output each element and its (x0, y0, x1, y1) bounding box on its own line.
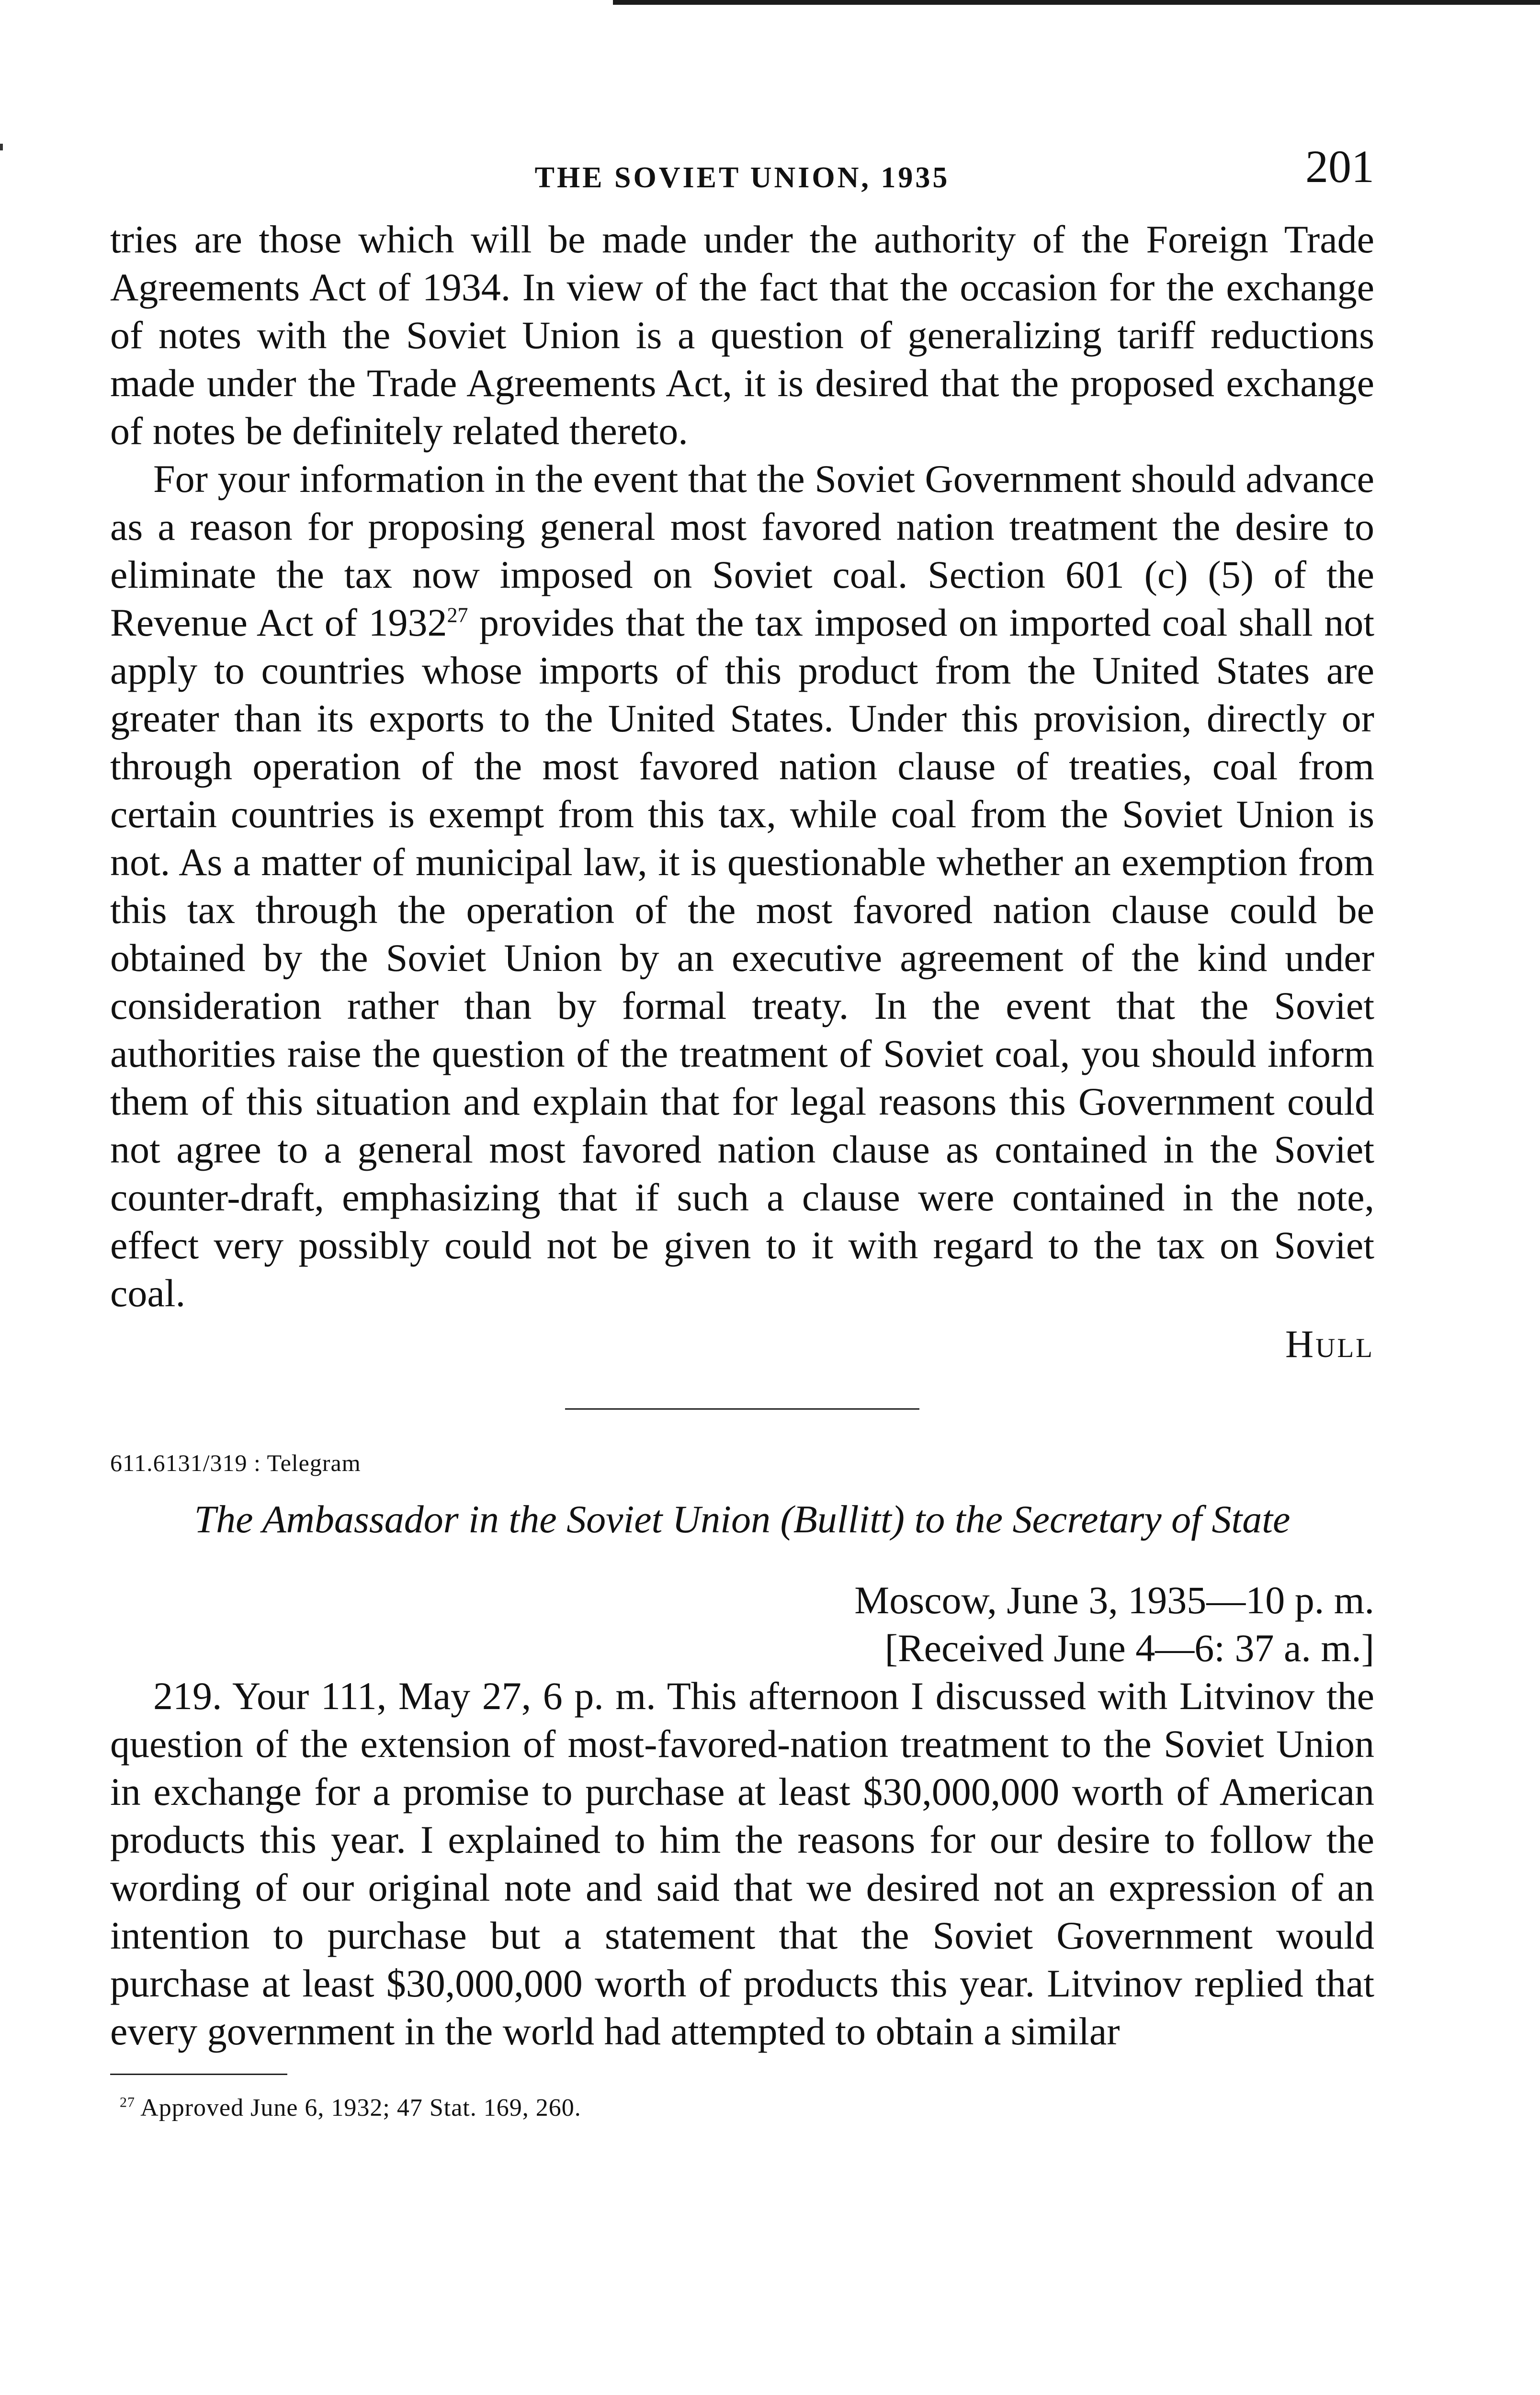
paragraph-soviet-coal-part-2: provides that the tax imposed on imported coal shall not apply to countries whose imports of this product from the United States are greater than its exports to the United States. Under this provision, directly or through operation of the most favored nation clause of treaties, coal from certain countries is exempt from this tax, while coal from the Soviet Union is not. As a matter of municipal law, it is questionable whether an exemption from this tax through the operation of the most favored nation clause could be obtained by the Soviet Union by an executive agreement of the kind under consideration rather than by formal treaty. In the event that the Soviet authorities raise the question of the treatment of Soviet coal, you should inform them of this situation and explain that for legal reasons this Government could not agree to a general most favored nation clause as contained in the Soviet counter-draft, emphasizing that if such a clause were contained in the note, effect very possibly could not be given to it with regard to the tax on Soviet coal. (110, 601, 1375, 1315)
footnote (110, 2091, 1374, 2125)
document-heading: The Ambassador in the Soviet Union (Bullitt) to the Secretary of State (194, 1497, 1291, 1541)
scan-edge-mark (0, 144, 3, 150)
page-number: 201 (1305, 141, 1374, 192)
top-edge-rule (613, 0, 1540, 5)
paragraph-soviet-coal (110, 455, 1374, 1317)
running-head (110, 141, 1374, 216)
section-divider (565, 1408, 919, 1410)
received-note: [Received June 4—6: 37 a. m.] (884, 1626, 1374, 1670)
paragraph-telegram-219: 219. Your 111, May 27, 6 p. m. This afternoon I discussed with Litvinov the question of the extension of most-favored-nation treatment to the Soviet Union in exchange for a promise to purchase at least $30,000,000 worth of American products this year. I explained to him the reasons for our desire to follow the wording of our original note and said that we desired not an expression of an intention to purchase but a statement that the Soviet Government would purchase at least $30,000,000 worth of products this year. Litvinov replied that every government in the world had attempted to obtain a similar (110, 1674, 1374, 2053)
footnote-rule (110, 2074, 287, 2075)
dateline-block (110, 1576, 1374, 1672)
file-reference: 611.6131/319 : Telegram (110, 1449, 361, 1476)
footnote-marker: 27 (120, 2094, 135, 2110)
signature: Hull (1285, 1322, 1374, 1366)
paragraph-soviet-coal-part-1: For your information in the event that the Soviet Government should advance as a reason for proposing general most favored nation treatment the desire to eliminate the tax now imposed on Soviet coal. Section 601 (c) (5) of the Revenue Act of 1932 (110, 457, 1374, 644)
running-title: THE SOVIET UNION, 1935 (534, 161, 950, 194)
dateline: Moscow, June 3, 1935—10 p. m. (854, 1578, 1374, 1622)
paragraph-continued: tries are those which will be made under the authority of the Foreign Trade Agreements Act of 1934. In view of the fact that the occasion for the exchange of notes with the Soviet Union is a question of generalizing tariff reductions made under the Trade Agreements Act, it is desired that the proposed exchange of notes be definitely related thereto. (110, 217, 1374, 453)
book-page (110, 141, 1375, 2125)
footnote-text: Approved June 6, 1932; 47 Stat. 169, 260. (140, 2094, 581, 2121)
footnote-reference: 27 (447, 603, 468, 627)
